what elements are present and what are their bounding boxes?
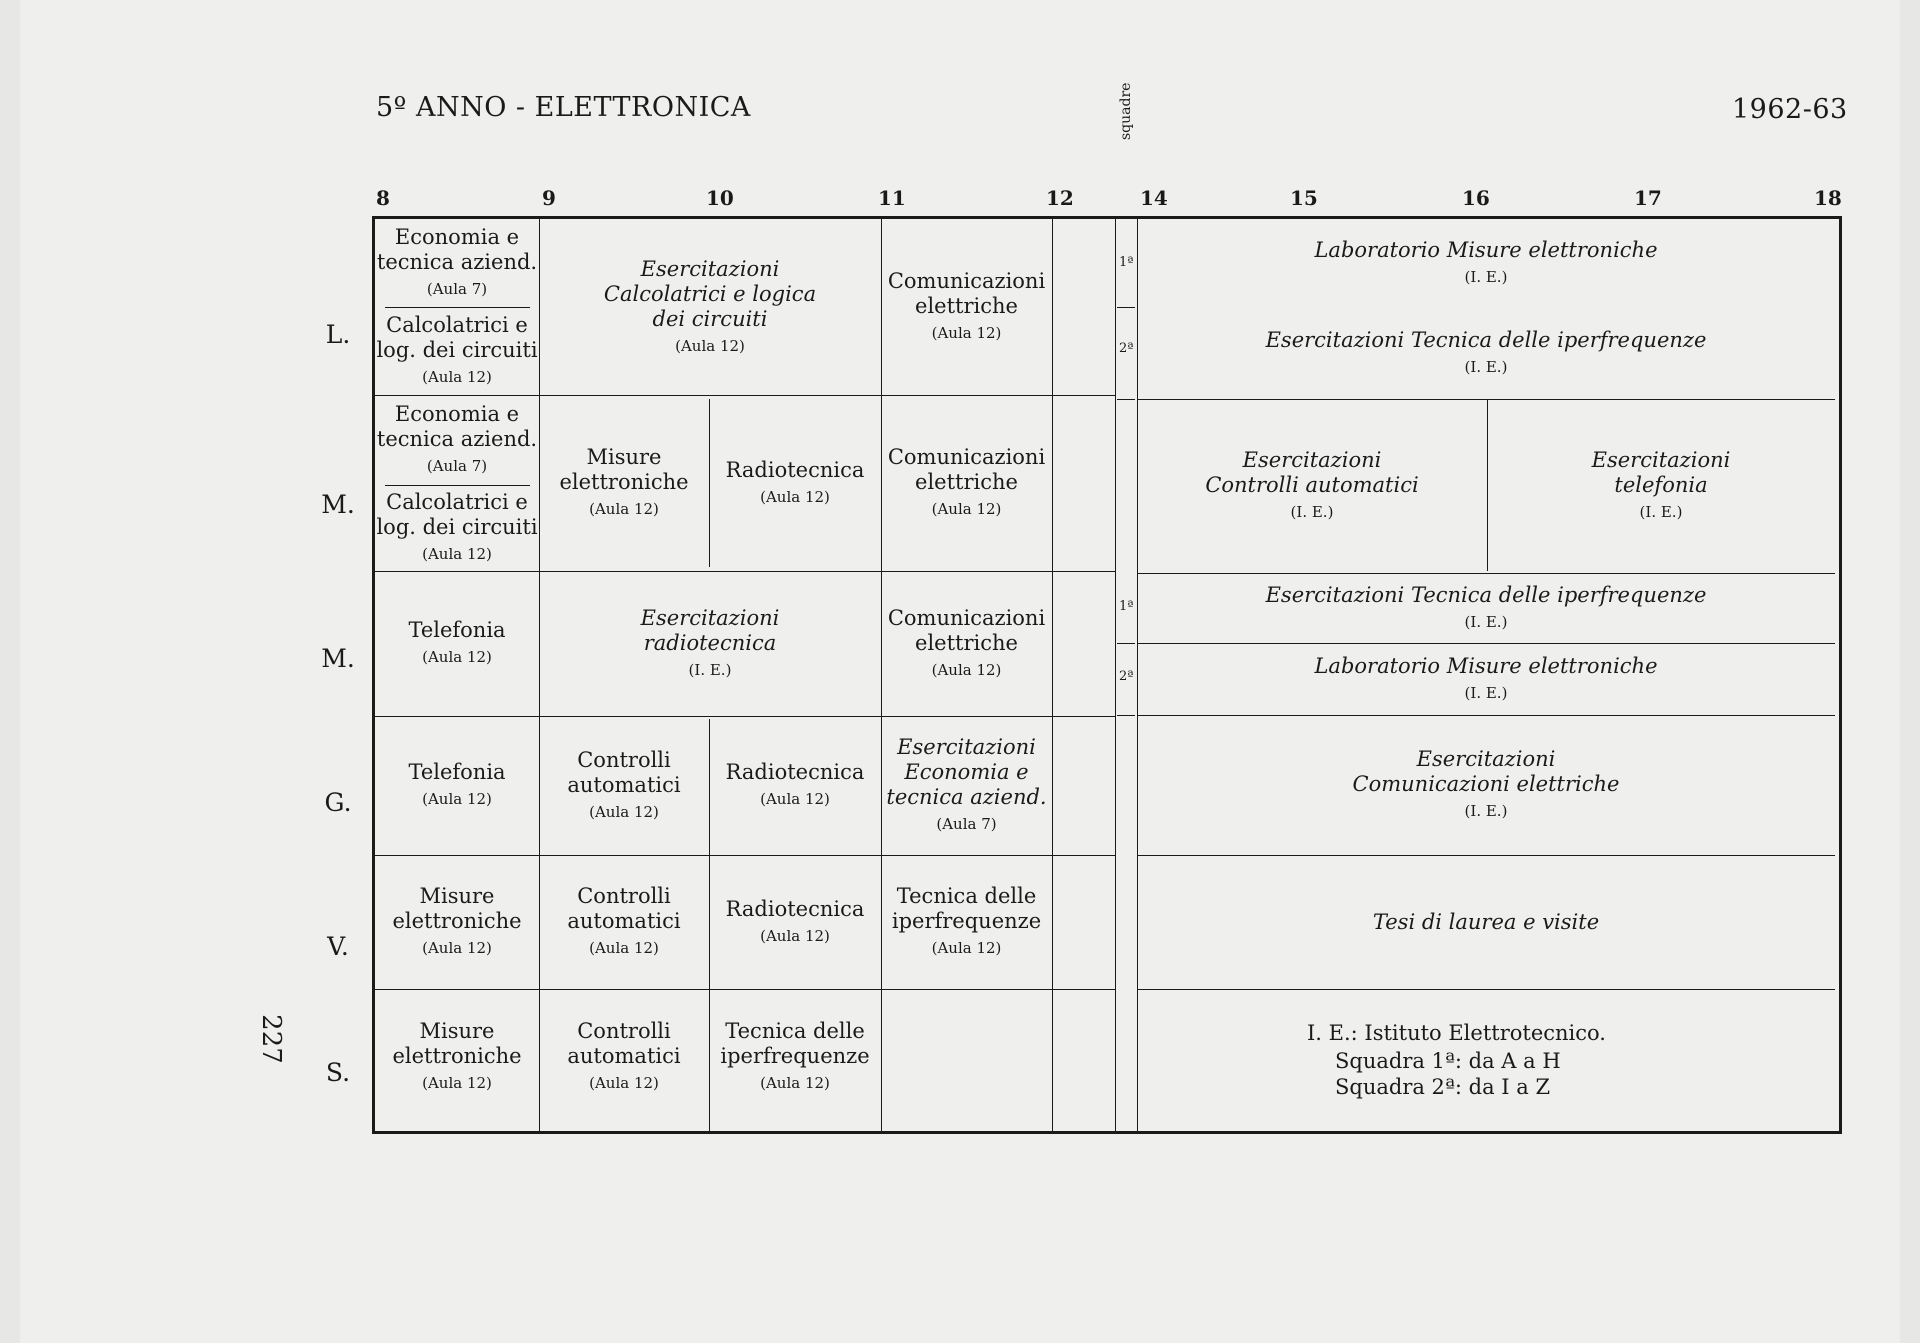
grid-hline	[1117, 643, 1135, 644]
day-label-lunedi: L.	[325, 320, 351, 349]
lesson-cell: Telefonia (Aula 12)	[408, 760, 506, 808]
note-istituto: I. E.: Istituto Elettrotecnico.	[1307, 1021, 1606, 1045]
lesson-cell: Controlli automatici (Aula 12)	[567, 884, 681, 957]
squadre-label: squadre	[1118, 82, 1134, 140]
lesson-cell: Misure elettroniche (Aula 12)	[392, 884, 522, 957]
grid-hline	[1117, 715, 1135, 716]
lesson-cell: Radiotecnica (Aula 12)	[725, 896, 865, 945]
squadra-marker: 2ª	[1119, 341, 1134, 356]
hour-label-9: 9	[542, 186, 556, 210]
day-label-martedi: M.	[321, 490, 355, 519]
lesson-cell: Economia e tecnica aziend. (Aula 7)	[376, 402, 538, 475]
note-squadra-2: Squadra 2ª: da I a Z	[1335, 1075, 1551, 1099]
lesson-cell: Tecnica delle iperfrequenze (Aula 12)	[720, 1019, 870, 1092]
squadra-marker: 1ª	[1119, 599, 1134, 614]
scanned-page	[20, 0, 1900, 1343]
lesson-cell: Economia e tecnica aziend. (Aula 7)	[376, 225, 538, 298]
lesson-cell: Radiotecnica (Aula 12)	[725, 457, 865, 506]
lesson-cell: Tecnica delle iperfrequenze (Aula 12)	[891, 884, 1042, 957]
lesson-cell: Radiotecnica (Aula 12)	[725, 760, 865, 808]
lesson-cell: Misure elettroniche (Aula 12)	[559, 445, 689, 518]
lesson-cell: Esercitazioni Economia e tecnica aziend. (Aula 7)	[886, 735, 1047, 833]
hour-label-17: 17	[1634, 186, 1662, 210]
day-label-mercoledi: M.	[321, 644, 355, 673]
hour-label-18: 18	[1814, 186, 1842, 210]
note-squadra-1: Squadra 1ª: da A a H	[1335, 1049, 1561, 1073]
day-label-venerdi: V.	[327, 932, 349, 961]
grid-hline	[1117, 307, 1135, 308]
day-label-giovedi: G.	[324, 788, 352, 817]
lesson-cell: Calcolatrici e log. dei circuiti (Aula 12)	[376, 490, 538, 563]
hour-label-8: 8	[376, 186, 390, 210]
timetable-grid	[372, 216, 1842, 1134]
lesson-cell: Esercitazioni Calcolatrici e logica dei circuiti (Aula 12)	[603, 256, 817, 355]
squadra-marker: 1ª	[1119, 255, 1134, 270]
lesson-cell: Esercitazioni Controlli automatici (I. E.)	[1205, 448, 1419, 521]
lesson-cell: Laboratorio Misure elettroniche (I. E.)	[1314, 237, 1658, 286]
hour-label-12: 12	[1046, 186, 1074, 210]
lesson-cell: Esercitazioni Tecnica delle iperfrequenze (I. E.)	[1265, 582, 1707, 631]
academic-year: 1962-63	[1732, 94, 1848, 125]
lesson-cell: Controlli automatici (Aula 12)	[567, 747, 681, 821]
grid-hline	[1137, 989, 1835, 990]
hour-label-14: 14	[1140, 186, 1168, 210]
lesson-cell: Esercitazioni radiotecnica (I. E.)	[640, 605, 780, 679]
day-label-sabato: S.	[325, 1058, 351, 1087]
lesson-cell: Tesi di laurea e visite	[1372, 909, 1600, 934]
hour-label-15: 15	[1290, 186, 1318, 210]
grid-vline	[1115, 219, 1116, 1131]
lesson-cell: Misure elettroniche (Aula 12)	[392, 1019, 522, 1092]
lesson-cell: Comunicazioni elettriche (Aula 12)	[887, 605, 1046, 679]
lesson-cell: Laboratorio Misure elettroniche (I. E.)	[1314, 653, 1658, 702]
lesson-cell: Esercitazioni Comunicazioni elettriche (I. E.)	[1352, 747, 1620, 820]
grid-vline	[1052, 219, 1053, 1131]
squadra-marker: 2ª	[1119, 669, 1134, 684]
lesson-cell: Comunicazioni elettriche (Aula 12)	[887, 445, 1046, 518]
page-title: 5º ANNO - ELETTRONICA	[376, 92, 751, 123]
hour-label-10: 10	[706, 186, 734, 210]
lesson-cell: Esercitazioni telefonia (I. E.)	[1591, 448, 1731, 521]
page-number: 227	[255, 1014, 286, 1064]
lesson-cell: Controlli automatici (Aula 12)	[567, 1019, 681, 1092]
hour-label-11: 11	[878, 186, 906, 210]
hour-label-16: 16	[1462, 186, 1490, 210]
lesson-cell: Comunicazioni elettriche (Aula 12)	[887, 269, 1046, 342]
lesson-cell: Telefonia (Aula 12)	[408, 618, 506, 666]
lesson-cell: Esercitazioni Tecnica delle iperfrequenze (I. E.)	[1265, 327, 1707, 376]
grid-hline	[1117, 399, 1135, 400]
lesson-cell: Calcolatrici e log. dei circuiti (Aula 12)	[376, 313, 538, 386]
